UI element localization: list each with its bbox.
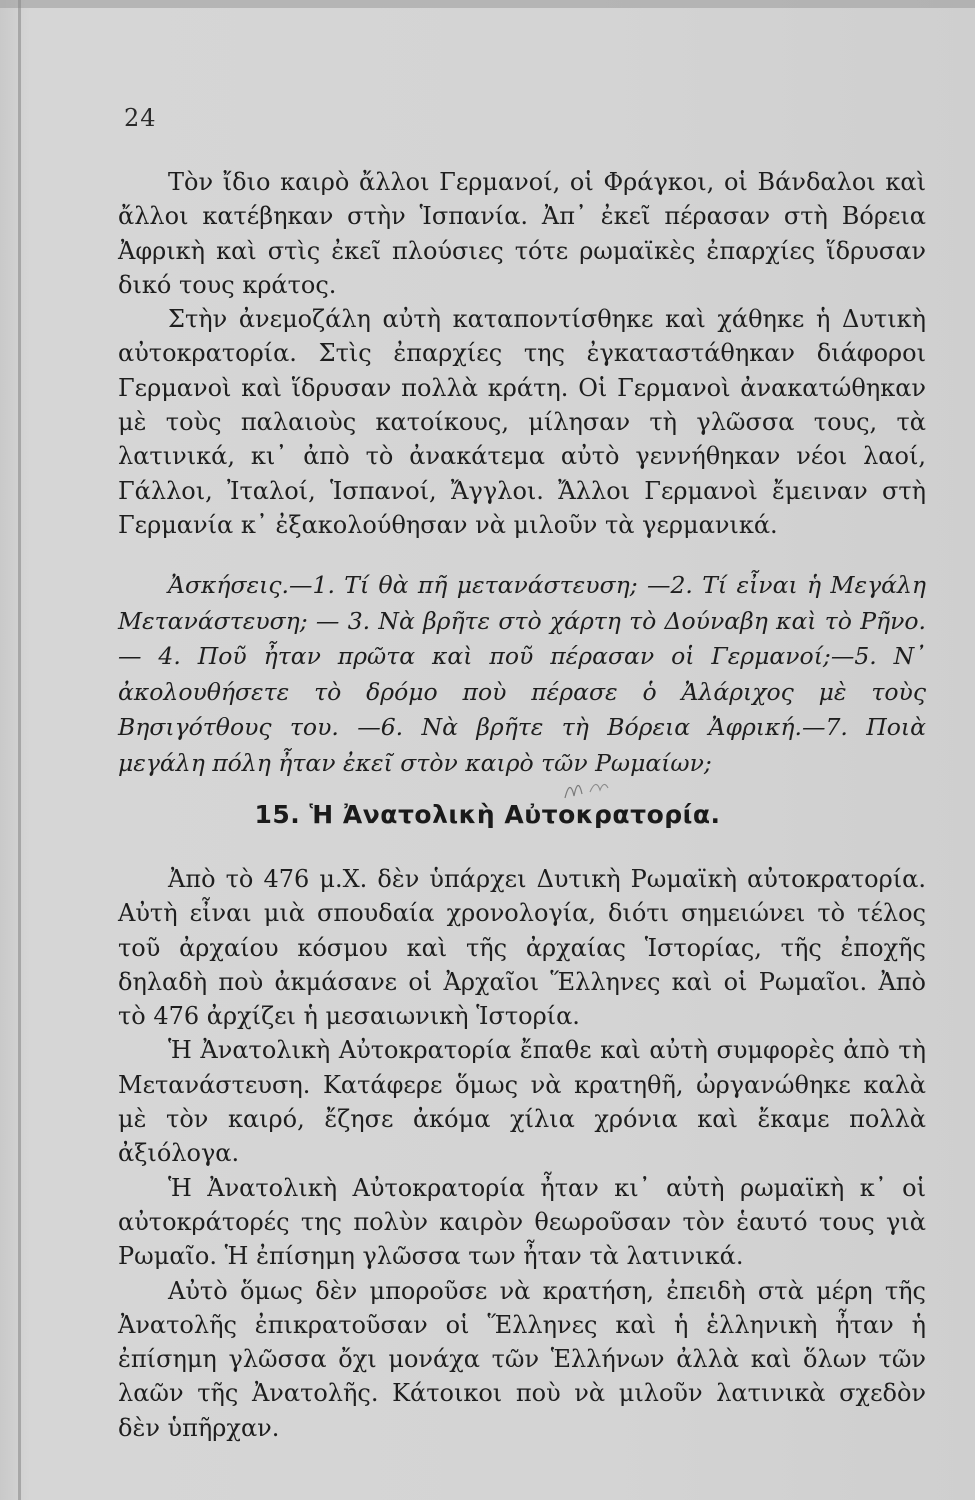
section-heading: 15. Ἡ Ἀνατολικὴ Αὐτοκρατορία. <box>254 800 721 829</box>
intro-paragraph-2: Στὴν ἀνεμοζάλη αὐτὴ καταποντίσθηκε καὶ χάθηκε ἡ Δυτικὴ αὐτοκρατορία. Στὶς ἐπαρχίες της ἐγκαταστάθηκαν διάφοροι Γερμανοὶ καὶ ἵδρυσαν πολλὰ κράτη. Οἱ Γερμανοὶ ἀνακατώθηκαν μὲ τοὺς παλαιοὺς κατοίκους, μίλησαν τὴ γλῶσσα τους, τὰ λατινικά, κι᾿ ἀπὸ τὸ ἀνακάτεμα αὐτὸ γεννήθηκαν νέοι λαοί, Γάλλοι, Ἰταλοί, Ἱσπανοί, Ἄγγλοι. Ἄλλοι Γερμανοὶ ἔμειναν στὴ Γερμανία κ᾿ ἐξακολούθησαν νὰ μιλοῦν τὰ γερμανικά. <box>118 305 926 539</box>
section-paragraph-4: Αὐτὸ ὅμως δὲν μποροῦσε νὰ κρατήση, ἐπειδὴ στὰ μέρη τῆς Ἀνατολῆς ἐπικρατοῦσαν οἱ Ἕλληνες καὶ ἡ ἑλληνικὴ ἦταν ἡ ἐπίσημη γλῶσσα ὄχι μονάχα τῶν Ἑλλήνων ἀλλὰ καὶ ὅλων τῶν λαῶν τῆς Ἀνατολῆς. Κάτοικοι ποὺ νὰ μιλοῦν λατινικὰ σχεδὸν δὲν ὑπῆρχαν. <box>118 1276 926 1442</box>
page-number: 24 <box>124 104 157 132</box>
intro-text <box>118 165 926 542</box>
section-paragraph-1: Ἀπὸ τὸ 476 μ.Χ. δὲν ὑπάρχει Δυτικὴ Ρωμαϊκὴ αὐτοκρατορία. Αὐτὴ εἶναι μιὰ σπουδαία χρονολογία, διότι σημειώνει τὸ τέλος τοῦ ἀρχαίου κόσμου καὶ τῆς ἀρχαίας Ἱστορίας, τῆς ἐποχῆς δηλαδὴ ποὺ ἀκμάσανε οἱ Ἀρχαῖοι Ἕλληνες καὶ οἱ Ρωμαῖοι. Ἀπὸ τὸ 476 ἀρχίζει ἡ μεσαιωνικὴ Ἱστορία. <box>118 865 926 1031</box>
section-body <box>118 862 926 1445</box>
exercises-section <box>118 568 926 781</box>
intro-paragraph-1: Τὸν ἴδιο καιρὸ ἄλλοι Γερμανοί, οἱ Φράγκοι, οἱ Βάνδαλοι καὶ ἄλλοι κατέβηκαν στὴν Ἱσπανία. Ἀπ᾿ ἐκεῖ πέρασαν στὴ Βόρεια Ἀφρικὴ καὶ στὶς ἐκεῖ πλούσιες τότε ρωμαϊκὲς ἐπαρχίες ἵδρυσαν δικό τους κράτος. <box>118 168 926 299</box>
page-top-shadow <box>0 0 975 8</box>
section-paragraph-3: Ἡ Ἀνατολικὴ Αὐτοκρατορία ἦταν κι᾿ αὐτὴ ρωμαϊκὴ κ᾿ οἱ αὐτοκράτορές της πολὺν καιρὸν θεωροῦσαν τὸν ἑαυτό τους γιὰ Ρωμαῖο. Ἡ ἐπίσημη γλῶσσα των ἦταν τὰ λατινικά. <box>118 1173 926 1271</box>
section-paragraph-2: Ἡ Ἀνατολικὴ Αὐτοκρατορία ἔπαθε καὶ αὐτὴ συμφορὲς ἀπὸ τὴ Μετανάστευση. Κατάφερε ὅμως νὰ κρατηθῆ, ὠργανώθηκε καλὰ μὲ τὸν καιρό, ἔζησε ἀκόμα χίλια χρόνια καὶ ἔκαμε πολλὰ ἀξιόλογα. <box>118 1036 926 1168</box>
exercises-text: Ἀσκήσεις.—1. Τί θὰ πῆ μετανάστευση; —2. Τί εἶναι ἡ Μεγάλη Μετανάστευση; — 3. Νὰ βρῆτε στὸ χάρτη τὸ Δούναβη καὶ τὸ Ρῆνο.— 4. Ποῦ ἦταν πρῶτα καὶ ποῦ πέρασαν οἱ Γερμανοί;—5. Ν᾿ ἀκολουθήσετε τὸ δρόμο ποὺ πέρασε ὁ Ἀλάριχος μὲ τοὺς Βησιγότθους του. —6. Νὰ βρῆτε τὴ Βόρεια Ἀφρική.—7. Ποιὰ μεγάλη πόλη ἦταν ἐκεῖ στὸν καιρὸ τῶν Ρωμαίων; <box>118 571 926 777</box>
page-binding-edge <box>18 0 21 1500</box>
